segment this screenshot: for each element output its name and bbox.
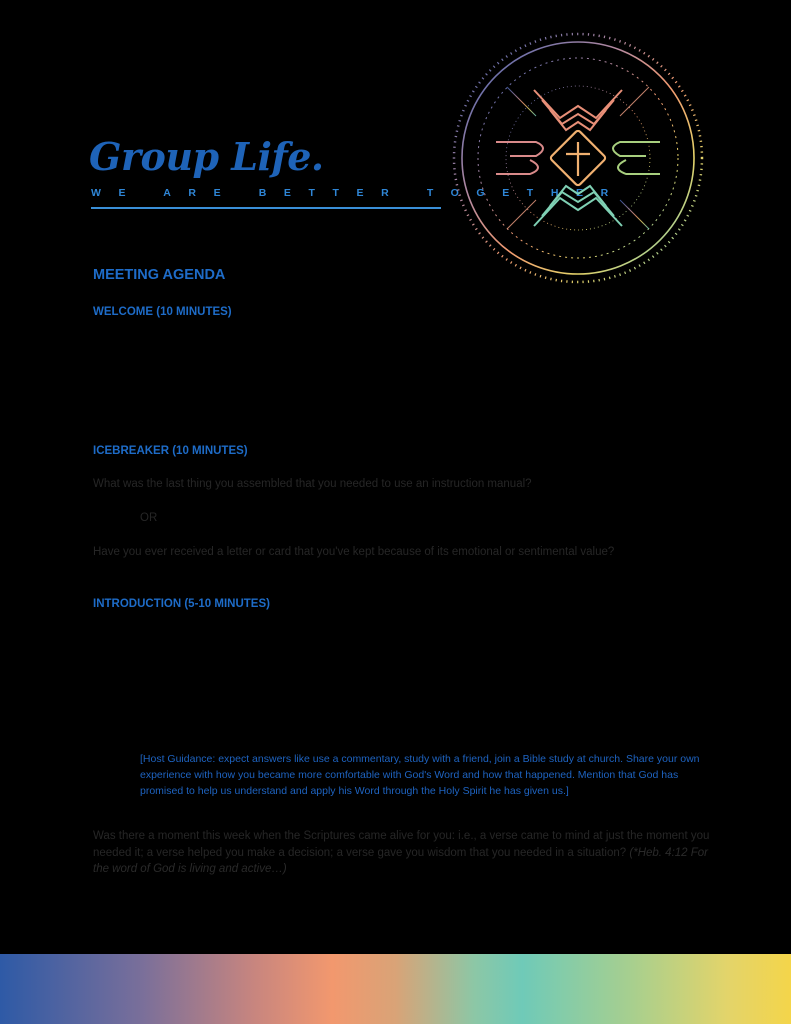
agenda-title: MEETING AGENDA: [93, 267, 226, 283]
scripture-reference: (*Heb. 4:12 For the word of God is living and active…): [93, 846, 709, 875]
logo-rule: [91, 207, 441, 209]
welcome-heading: WELCOME (10 MINUTES): [93, 306, 232, 318]
icebreaker-question-1: What was the last thing you assembled that you needed to use an instruction manual?: [93, 478, 532, 490]
or-label: OR: [140, 512, 158, 524]
host-guidance: [Host Guidance: expect answers like use a commentary, study with a friend, join a Bible study at church. Share your own experience with how you became more comfortable with God's Word and how that happened. Mention that God has promised to help us understand and apply his Word through the Holy Spirit he has given us.]: [140, 753, 700, 797]
introduction-question: [93, 828, 713, 878]
hands-cross-emblem-icon: [450, 30, 706, 286]
logo-title: Group Life.: [89, 134, 324, 179]
icebreaker-heading: ICEBREAKER (10 MINUTES): [93, 445, 248, 457]
introduction-heading: INTRODUCTION (5-10 MINUTES): [93, 598, 270, 610]
introduction-question-text: Was there a moment this week when the Scriptures came alive for you: i.e., a verse came to mind at just the moment you needed it; a verse helped you make a decision; a verse gave you wisdom that you needed in a situation?: [93, 830, 710, 859]
footer-gradient-bar: [0, 954, 791, 1024]
icebreaker-question-2: Have you ever received a letter or card that you've kept because of its emotional or sentimental value?: [93, 546, 615, 558]
logo-tagline: WE ARE BETTER TOGETHER: [91, 187, 626, 199]
